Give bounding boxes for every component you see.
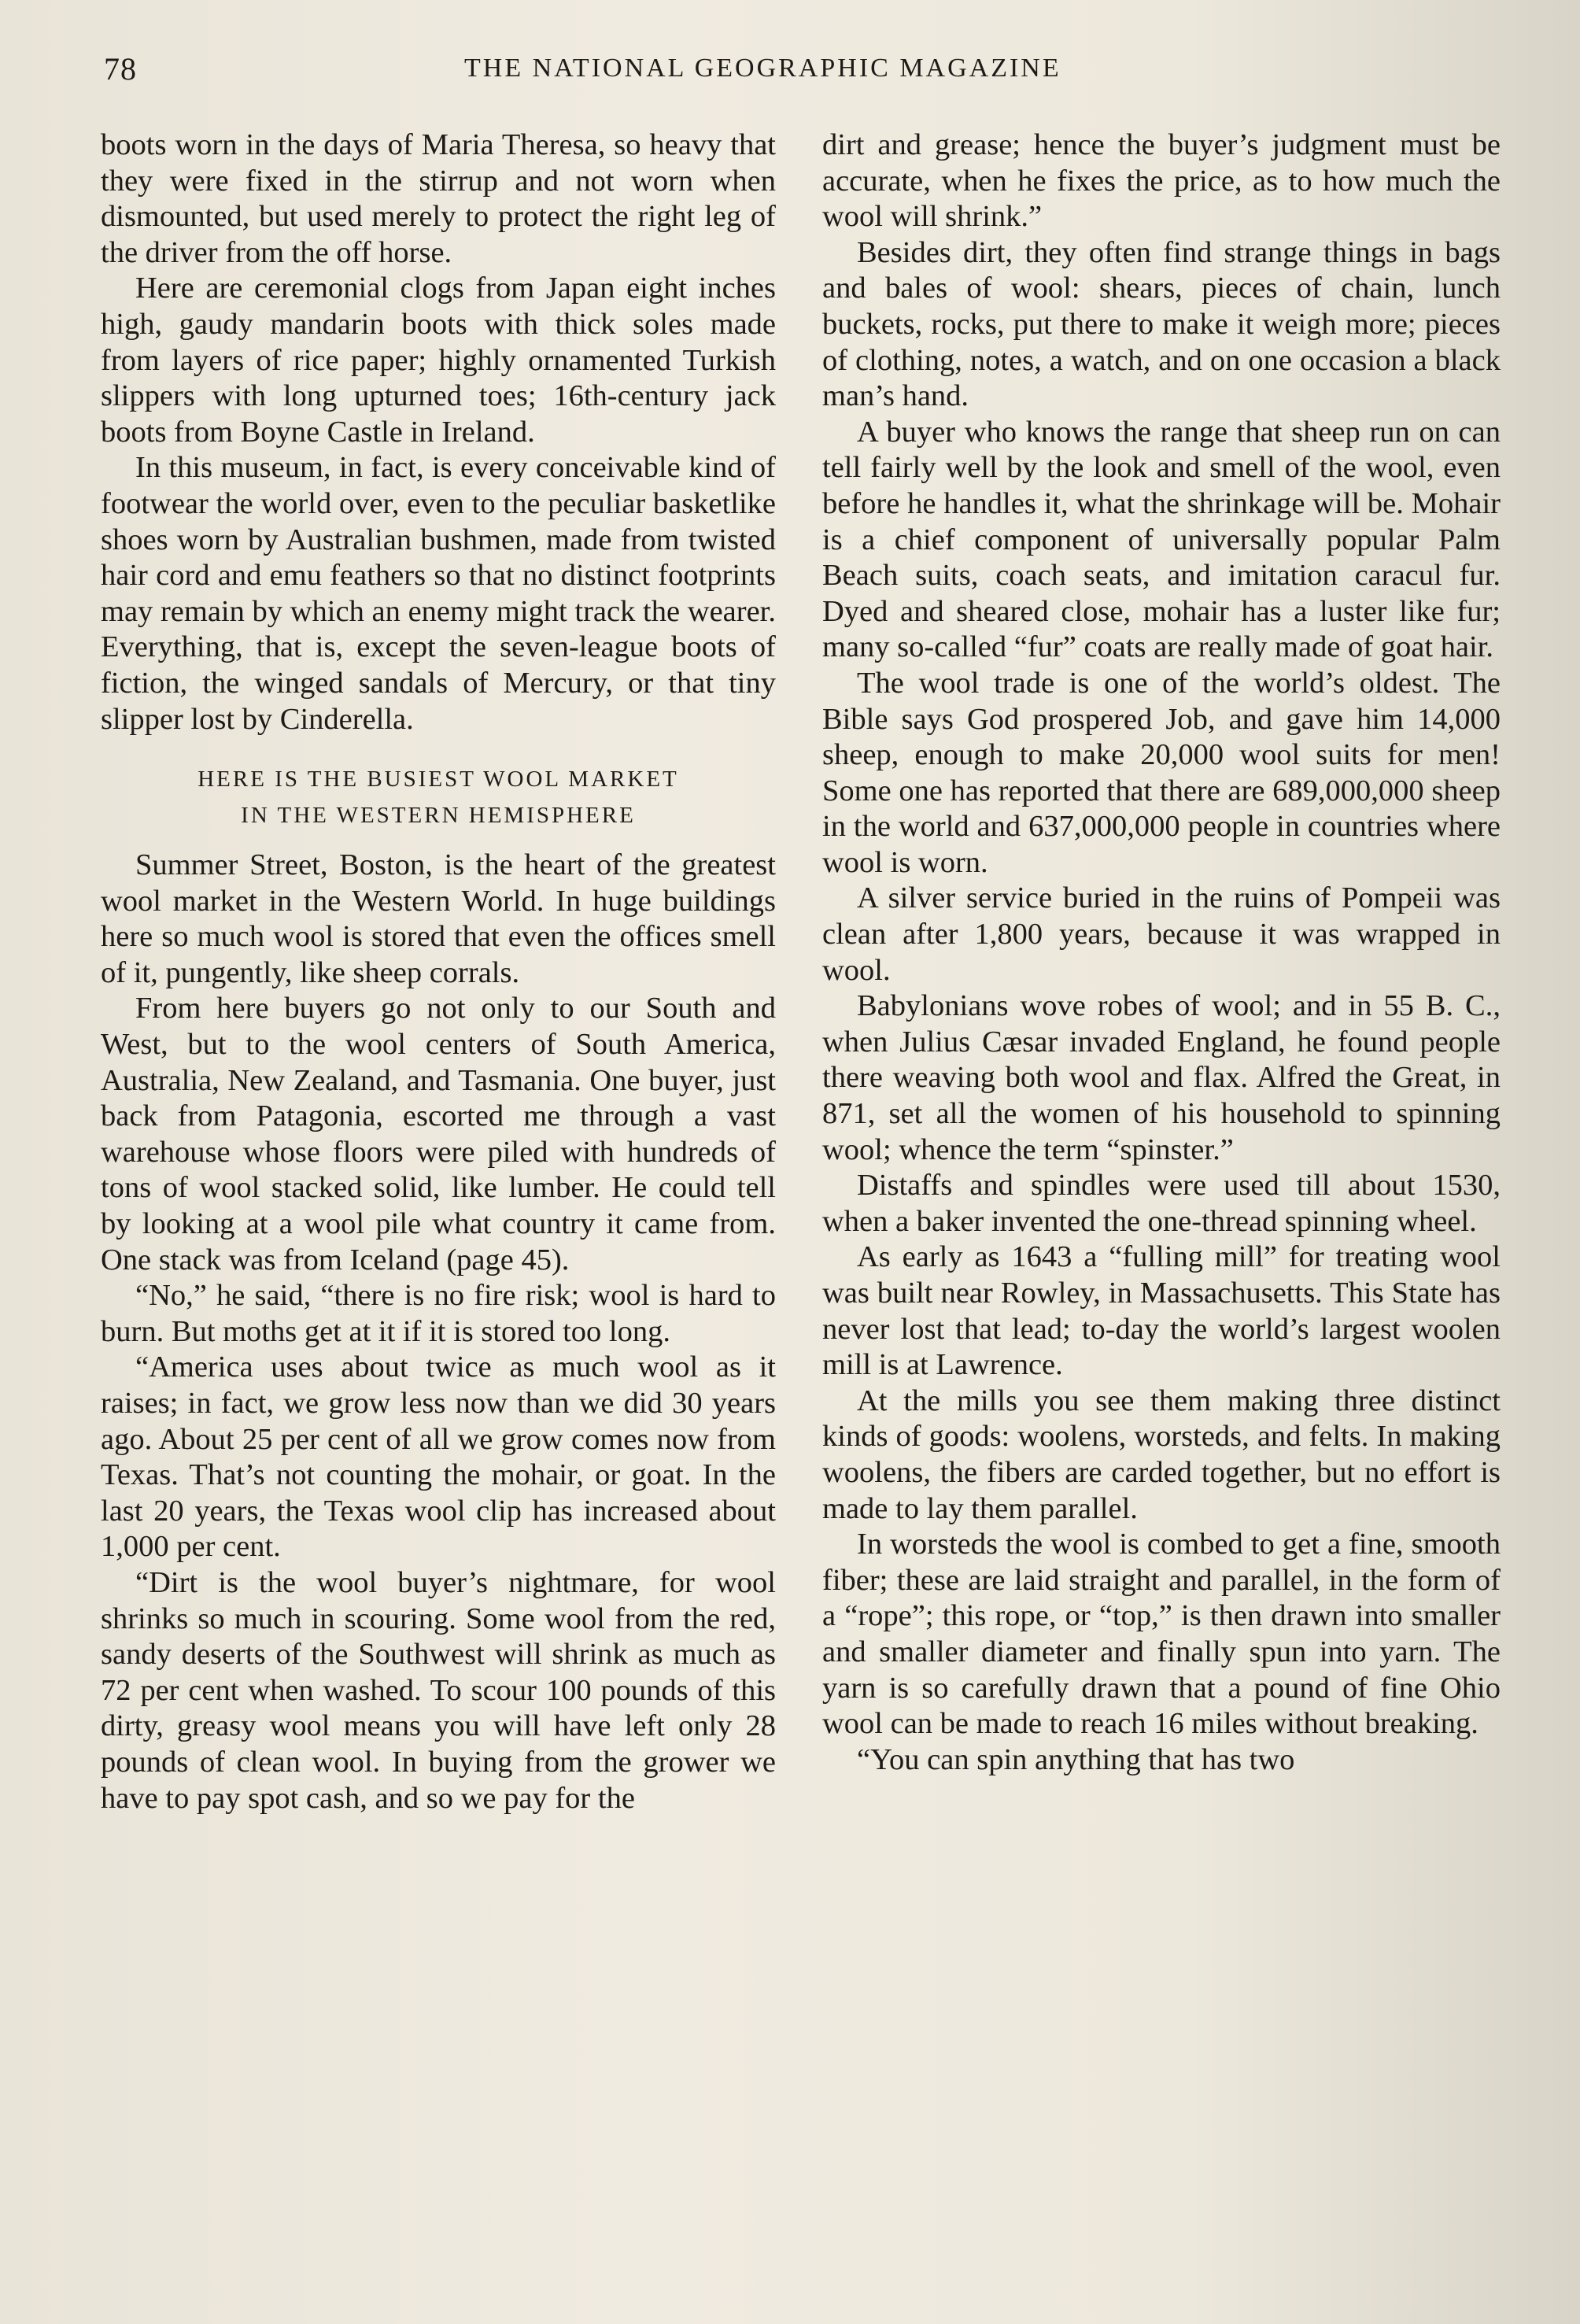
paragraph: A buyer who knows the range that sheep run on can tell fairly well by the look and smell of the wool, even before he handles it, what the shrinkage will be. Mohair is a chief component of universally popular Palm Beach suits, coach seats, and imitation caracul fur. Dyed and sheared close, mohair has a luster like fur; many so-called “fur” coats are really made of goat hair.	[822, 415, 1501, 664]
paragraph: The wool trade is one of the world’s oldest. The Bible says God prospered Job, and gave him 14,000 sheep, enough to make 20,000 wool suits for men! Some one has reported that there are 689,000,000 sheep in the world and 637,000,000 people in countries where wool is worn.	[822, 666, 1501, 879]
section-heading-line: HERE IS THE BUSIEST WOOL MARKET	[198, 767, 679, 793]
paragraph: At the mills you see them making three distinct kinds of goods: woolens, worsteds, and felts. In making woolens, the fibers are carded together, but no effort is made to lay them parallel.	[822, 1384, 1501, 1525]
paragraph: “No,” he said, “there is no fire risk; wool is hard to burn. But moths get at it if it is stored too long.	[101, 1279, 776, 1348]
page-number: 78	[104, 51, 137, 87]
paragraph: Here are ceremonial clogs from Japan eight inches high, gaudy mandarin boots with thick soles made from layers of rice paper; highly ornamented Turkish slippers with long upturned toes; 16th-century jack boots from Boyne Castle in Ireland.	[101, 272, 776, 449]
paragraph: “You can spin anything that has two	[857, 1742, 1295, 1776]
running-title: THE NATIONAL GEOGRAPHIC MAGAZINE	[464, 54, 1061, 83]
paragraph: In worsteds the wool is combed to get a fine, smooth fiber; these are laid straight and parallel, in the form of a “rope”; this rope, or “top,” is then drawn into smaller and smaller diameter and finally spun into yarn. The yarn is so carefully drawn that a pound of fine Ohio wool can be made to reach 16 miles without breaking.	[822, 1528, 1501, 1741]
left-column	[101, 127, 776, 1816]
paragraph: From here buyers go not only to our South and West, but to the wool centers of South America, Australia, New Zealand, and Tasmania. One buyer, just back from Patagonia, escorted me through a vast warehouse whose floors were piled with hundreds of tons of wool stacked solid, like lumber. He could tell by looking at a wool pile what country it came from. One stack was from Iceland (page 45).	[101, 992, 776, 1277]
paragraph: dirt and grease; hence the buyer’s judgment must be accurate, when he fixes the price, as to how much the wool will shrink.”	[822, 128, 1501, 234]
paragraph: Besides dirt, they often find strange things in bags and bales of wool: shears, pieces of chain, lunch buckets, rocks, put there to make it weigh more; pieces of clothing, notes, a watch, and on one occasion a black man’s hand.	[822, 235, 1501, 413]
paragraph: As early as 1643 a “fulling mill” for treating wool was built near Rowley, in Massachusetts. This State has never lost that lead; to-day the world’s largest woolen mill is at Lawrence.	[822, 1240, 1501, 1382]
paragraph: Distaffs and spindles were used till about 1530, when a baker invented the one-thread spinning wheel.	[822, 1169, 1501, 1238]
paragraph: Babylonians wove robes of wool; and in 55 B. C., when Julius Cæsar invaded England, he found people there weaving both wool and flax. Alfred the Great, in 871, set all the women of his household to spinning wool; whence the term “spinster.”	[822, 989, 1501, 1166]
right-column	[822, 127, 1501, 1778]
paragraph: A silver service buried in the ruins of Pompeii was clean after 1,800 years, because it was wrapped in wool.	[822, 881, 1501, 987]
section-heading-line: IN THE WESTERN HEMISPHERE	[241, 803, 636, 829]
paragraph: boots worn in the days of Maria Theresa, so heavy that they were fixed in the stirrup and not worn when dismounted, but used merely to protect the right leg of the driver from the off horse.	[101, 128, 776, 269]
paragraph: Summer Street, Boston, is the heart of the greatest wool market in the Western World. In huge buildings here so much wool is stored that even the offices smell of it, pungently, like sheep corrals.	[101, 848, 776, 989]
section-heading	[101, 761, 776, 833]
paragraph: “Dirt is the wool buyer’s nightmare, for wool shrinks so much in scouring. Some wool from the red, sandy deserts of the Southwest will shrink as much as 72 per cent when washed. To scour 100 pounds of this dirty, greasy wool means you will have left only 28 pounds of clean wool. In buying from the grower we have to pay spot cash, and so we pay for the	[101, 1565, 776, 1815]
paragraph: In this museum, in fact, is every conceivable kind of footwear the world over, even to the peculiar basketlike shoes worn by Australian bushmen, made from twisted hair cord and emu feathers so that no distinct footprints may remain by which an enemy might track the wearer. Everything, that is, except the seven-league boots of fiction, the winged sandals of Mercury, or that tiny slipper lost by Cinderella.	[101, 451, 776, 736]
paragraph: “America uses about twice as much wool as it raises; in fact, we grow less now than we did 30 years ago. About 25 per cent of all we grow comes now from Texas. That’s not counting the mohair, or goat. In the last 20 years, the Texas wool clip has increased about 1,000 per cent.	[101, 1350, 776, 1564]
